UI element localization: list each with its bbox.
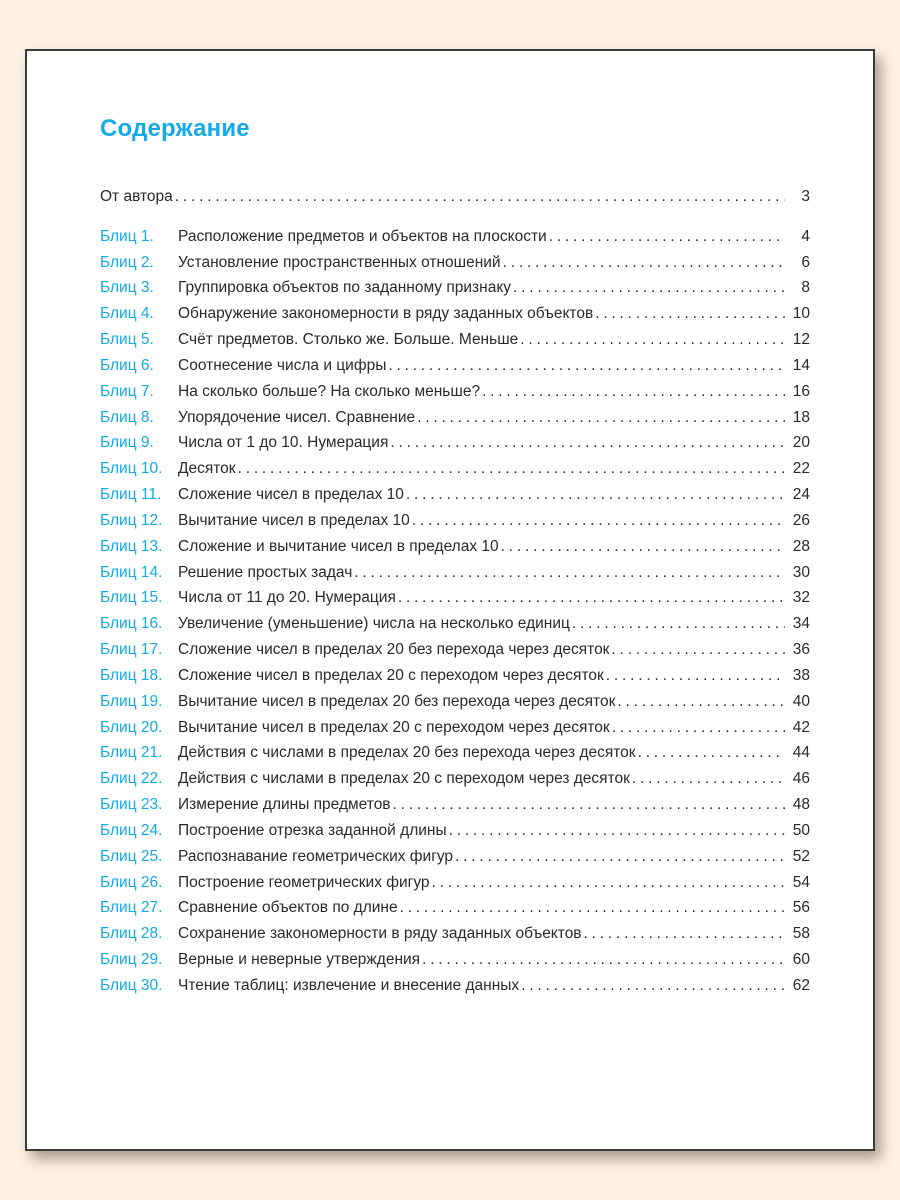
toc-entry[interactable] xyxy=(100,663,810,689)
toc-entry-number: Блиц 16. xyxy=(100,615,163,633)
toc-entry-label: Вычитание чисел в пределах 20 без перехода через десяток xyxy=(178,692,616,710)
toc-page-number: 30 xyxy=(792,563,810,581)
toc-entry[interactable] xyxy=(100,947,810,973)
toc-entry[interactable] xyxy=(100,379,810,405)
toc-entry-label: Сравнение объектов по длине xyxy=(178,899,398,917)
toc-entry-label: Чтение таблиц: извлечение и внесение данных xyxy=(178,976,520,994)
toc-entry[interactable] xyxy=(100,508,810,534)
dot-leader xyxy=(513,275,785,301)
dot-leader xyxy=(612,715,785,741)
toc-page-number: 34 xyxy=(792,615,810,633)
dot-leader xyxy=(422,947,785,973)
toc-entry-label: Распознавание геометрических фигур xyxy=(178,847,454,865)
toc-entry-number: Блиц 12. xyxy=(100,511,163,529)
toc-entry-number: Блиц 10. xyxy=(100,460,163,478)
toc-entry-label: На сколько больше? На сколько меньше? xyxy=(178,382,481,400)
toc-entry[interactable] xyxy=(100,611,810,637)
document-page xyxy=(25,49,875,1151)
toc-page-number: 32 xyxy=(792,589,810,607)
dot-leader xyxy=(393,792,785,818)
toc-page-number: 22 xyxy=(792,460,810,478)
toc-entry-label: Решение простых задач xyxy=(178,563,353,581)
toc-page-number: 4 xyxy=(801,227,810,245)
toc-entry-number: Блиц 9. xyxy=(100,434,154,452)
toc-entry-number: Блиц 25. xyxy=(100,847,163,865)
toc-page-number: 28 xyxy=(792,537,810,555)
toc-page-number: 3 xyxy=(801,188,810,205)
dot-leader xyxy=(412,508,785,534)
toc-entry[interactable] xyxy=(100,792,810,818)
toc-page-number: 52 xyxy=(792,847,810,865)
toc-entry-number: Блиц 30. xyxy=(100,976,163,994)
dot-leader xyxy=(549,224,785,250)
toc-entry-number: Блиц 8. xyxy=(100,408,154,426)
dot-leader xyxy=(455,844,785,870)
dot-leader xyxy=(572,611,785,637)
toc-entry-label: От автора xyxy=(100,188,173,205)
toc-entry-author[interactable] xyxy=(100,184,810,210)
toc-entry-number: Блиц 18. xyxy=(100,666,163,684)
toc-entry-label: Числа от 1 до 10. Нумерация xyxy=(178,434,389,452)
toc-entry[interactable] xyxy=(100,224,810,250)
dot-leader xyxy=(398,585,785,611)
toc-page-number: 26 xyxy=(792,511,810,529)
toc-entry-label: Числа от 11 до 20. Нумерация xyxy=(178,589,396,607)
toc-entry-number: Блиц 26. xyxy=(100,873,163,891)
toc-entry-label: Вычитание чисел в пределах 20 с переходом через десяток xyxy=(178,718,610,736)
dot-leader xyxy=(606,663,785,689)
toc-entry-number: Блиц 13. xyxy=(100,537,163,555)
toc-page-number: 8 xyxy=(801,279,810,297)
toc-page-number: 42 xyxy=(792,718,810,736)
table-of-contents xyxy=(100,184,810,999)
toc-page-number: 14 xyxy=(792,356,810,374)
toc-entry-number: Блиц 7. xyxy=(100,382,154,400)
toc-entry[interactable] xyxy=(100,585,810,611)
toc-page-number: 46 xyxy=(792,770,810,788)
toc-entry-label: Вычитание чисел в пределах 10 xyxy=(178,511,410,529)
dot-leader xyxy=(611,637,785,663)
dot-leader xyxy=(503,250,785,276)
toc-entry[interactable] xyxy=(100,456,810,482)
toc-entry-label: Соотнесение числа и цифры xyxy=(178,356,387,374)
toc-entry[interactable] xyxy=(100,430,810,456)
toc-entry[interactable] xyxy=(100,353,810,379)
dot-leader xyxy=(595,301,785,327)
dot-leader xyxy=(617,689,785,715)
toc-entry[interactable] xyxy=(100,689,810,715)
dot-leader xyxy=(520,327,785,353)
toc-entry[interactable] xyxy=(100,405,810,431)
toc-page-number: 6 xyxy=(801,253,810,271)
dot-leader xyxy=(354,560,785,586)
toc-entry-label: Десяток xyxy=(178,460,236,478)
toc-entry[interactable] xyxy=(100,766,810,792)
toc-page-number: 18 xyxy=(792,408,810,426)
toc-entry-label: Расположение предметов и объектов на плоскости xyxy=(178,227,547,245)
toc-entry-number: Блиц 4. xyxy=(100,305,154,323)
dot-leader xyxy=(638,740,785,766)
toc-page-number: 60 xyxy=(792,951,810,969)
toc-entry-label: Действия с числами в пределах 20 с переходом через десяток xyxy=(178,770,630,788)
toc-page-number: 40 xyxy=(792,692,810,710)
toc-entry-label: Построение отрезка заданной длины xyxy=(178,821,447,839)
dot-leader xyxy=(175,184,785,210)
toc-entry[interactable] xyxy=(100,921,810,947)
toc-entry-number: Блиц 11. xyxy=(100,486,162,504)
toc-entry-number: Блиц 27. xyxy=(100,899,163,917)
dot-leader xyxy=(390,430,785,456)
toc-entry-number: Блиц 17. xyxy=(100,641,163,659)
dot-leader xyxy=(432,870,785,896)
toc-entry[interactable] xyxy=(100,250,810,276)
dot-leader xyxy=(417,405,785,431)
dot-leader xyxy=(400,895,785,921)
toc-entries xyxy=(100,224,810,999)
toc-page-number: 16 xyxy=(792,382,810,400)
toc-entry[interactable] xyxy=(100,844,810,870)
toc-entry-number: Блиц 28. xyxy=(100,925,163,943)
toc-entry-number: Блиц 3. xyxy=(100,279,154,297)
toc-entry-label: Сложение и вычитание чисел в пределах 10 xyxy=(178,537,499,555)
toc-entry[interactable] xyxy=(100,327,810,353)
toc-entry-number: Блиц 21. xyxy=(100,744,163,762)
toc-entry-number: Блиц 19. xyxy=(100,692,163,710)
dot-leader xyxy=(632,766,785,792)
toc-entry-number: Блиц 1. xyxy=(100,227,154,245)
toc-entry[interactable] xyxy=(100,715,810,741)
toc-entry[interactable] xyxy=(100,870,810,896)
dot-leader xyxy=(238,456,785,482)
toc-entry[interactable] xyxy=(100,973,810,999)
toc-page-number: 20 xyxy=(792,434,810,452)
toc-entry-number: Блиц 5. xyxy=(100,331,154,349)
dot-leader xyxy=(449,818,785,844)
toc-page-number: 10 xyxy=(792,305,810,323)
dot-leader xyxy=(501,534,785,560)
toc-entry-label: Измерение длины предметов xyxy=(178,796,391,814)
toc-entry[interactable] xyxy=(100,275,810,301)
toc-entry-number: Блиц 2. xyxy=(100,253,154,271)
toc-entry-label: Счёт предметов. Столько же. Больше. Меньше xyxy=(178,331,519,349)
toc-entry-label: Сохранение закономерности в ряду заданных объектов xyxy=(178,925,582,943)
dot-leader xyxy=(482,379,785,405)
toc-entry-label: Обнаружение закономерности в ряду заданных объектов xyxy=(178,305,594,323)
toc-page-number: 24 xyxy=(792,486,810,504)
toc-page-number: 36 xyxy=(792,641,810,659)
dot-leader xyxy=(584,921,785,947)
toc-entry[interactable] xyxy=(100,301,810,327)
toc-entry-number: Блиц 14. xyxy=(100,563,163,581)
toc-page-number: 56 xyxy=(792,899,810,917)
dot-leader xyxy=(521,973,785,999)
page-title: Содержание xyxy=(100,115,250,142)
toc-page-number: 44 xyxy=(792,744,810,762)
toc-entry[interactable] xyxy=(100,482,810,508)
toc-entry[interactable] xyxy=(100,818,810,844)
toc-page-number: 48 xyxy=(792,796,810,814)
toc-entry-label: Верные и неверные утверждения xyxy=(178,951,421,969)
toc-entry-label: Упорядочение чисел. Сравнение xyxy=(178,408,416,426)
toc-entry-label: Сложение чисел в пределах 20 с переходом через десяток xyxy=(178,666,604,684)
toc-page-number: 38 xyxy=(792,666,810,684)
toc-entry[interactable] xyxy=(100,534,810,560)
toc-entry-label: Построение геометрических фигур xyxy=(178,873,430,891)
toc-entry-number: Блиц 22. xyxy=(100,770,163,788)
toc-page-number: 50 xyxy=(792,821,810,839)
toc-entry-number: Блиц 6. xyxy=(100,356,154,374)
toc-page-number: 54 xyxy=(792,873,810,891)
toc-entry-number: Блиц 23. xyxy=(100,796,163,814)
toc-entry-number: Блиц 29. xyxy=(100,951,163,969)
toc-entry-label: Установление пространственных отношений xyxy=(178,253,501,271)
toc-page-number: 62 xyxy=(792,976,810,994)
dot-leader xyxy=(406,482,785,508)
toc-entry-label: Группировка объектов по заданному признаку xyxy=(178,279,512,297)
dot-leader xyxy=(388,353,785,379)
toc-page-number: 58 xyxy=(792,925,810,943)
toc-entry[interactable] xyxy=(100,740,810,766)
toc-entry-number: Блиц 24. xyxy=(100,821,163,839)
toc-entry[interactable] xyxy=(100,895,810,921)
toc-entry-label: Увеличение (уменьшение) числа на несколько единиц xyxy=(178,615,570,633)
toc-entry-label: Сложение чисел в пределах 10 xyxy=(178,486,404,504)
toc-entry[interactable] xyxy=(100,637,810,663)
toc-entry-number: Блиц 20. xyxy=(100,718,163,736)
toc-entry-label: Действия с числами в пределах 20 без перехода через десяток xyxy=(178,744,636,762)
toc-entry-label: Сложение чисел в пределах 20 без перехода через десяток xyxy=(178,641,610,659)
toc-entry-number: Блиц 15. xyxy=(100,589,163,607)
toc-entry[interactable] xyxy=(100,560,810,586)
toc-page-number: 12 xyxy=(792,331,810,349)
